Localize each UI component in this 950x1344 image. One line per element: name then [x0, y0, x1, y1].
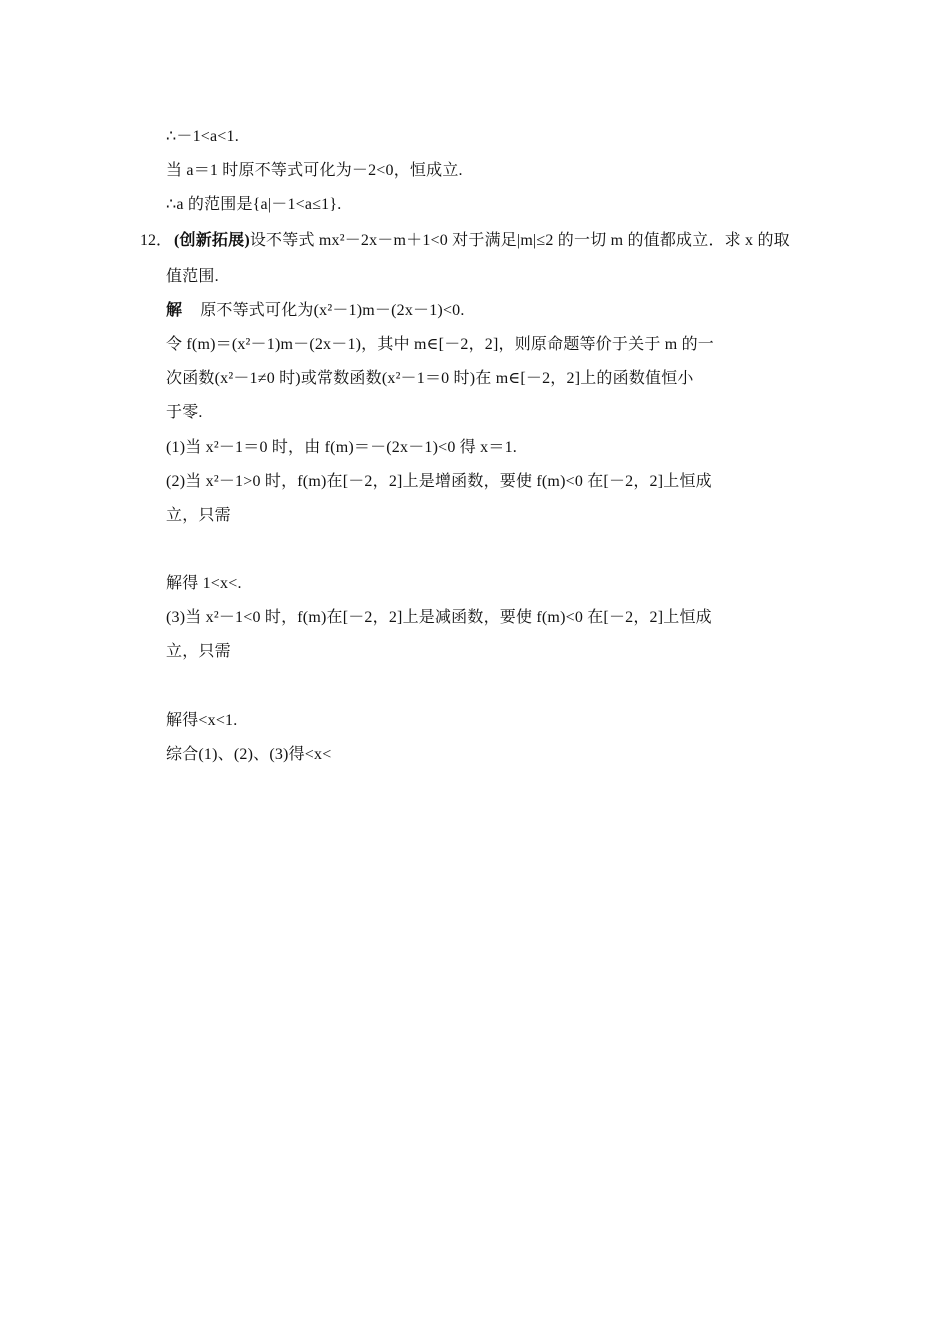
solution-line-1: [166, 301, 465, 321]
problem-statement-line-2: 值范围.: [166, 268, 219, 285]
case-3-line-1: (3)当 x²－1<0 时，f(m)在[－2，2]上是减函数，要使 f(m)<0 在[－2，2]上恒成: [166, 609, 712, 626]
case-2-line-2: 立，只需: [166, 507, 231, 524]
solution-line-4: 于零.: [166, 404, 203, 421]
case-1-line: (1)当 x²－1＝0 时，由 f(m)＝－(2x－1)<0 得 x＝1.: [166, 439, 517, 456]
case-2-line-1: (2)当 x²－1>0 时，f(m)在[－2，2]上是增函数，要使 f(m)<0 在[－2，2]上恒成: [166, 473, 712, 490]
case-3-line-2: 立，只需: [166, 643, 231, 660]
problem-text: 设不等式 mx²－2x－m＋1<0 对于满足|m|≤2 的一切 m 的值都成立．求 x 的取: [249, 232, 790, 249]
solution-text: 原不等式可化为(x²－1)m－(2x－1)<0.: [200, 302, 465, 319]
conclusion-line: 综合(1)、(2)、(3)得<x<: [166, 746, 332, 763]
solution-line-3: 次函数(x²－1≠0 时)或常数函数(x²－1＝0 时)在 m∈[－2，2]上的函数值恒小: [166, 370, 694, 387]
problem-tag: (创新拓展): [174, 232, 250, 249]
text-line-3: ∴a 的范围是{a|－1<a≤1}.: [166, 196, 342, 213]
text-line-2: 当 a＝1 时原不等式可化为－2<0，恒成立.: [166, 162, 463, 179]
problem-number: 12．: [140, 232, 173, 249]
case-2-result: 解得 1<x<.: [166, 575, 242, 592]
case-3-result: 解得<x<1.: [166, 712, 238, 729]
solution-label: 解: [166, 302, 183, 319]
solution-line-2: 令 f(m)＝(x²－1)m－(2x－1)，其中 m∈[－2，2]，则原命题等价于关于 m 的一: [166, 336, 714, 353]
problem-statement-line-1: [174, 231, 790, 251]
text-line-1: ∴－1<a<1.: [166, 128, 239, 145]
